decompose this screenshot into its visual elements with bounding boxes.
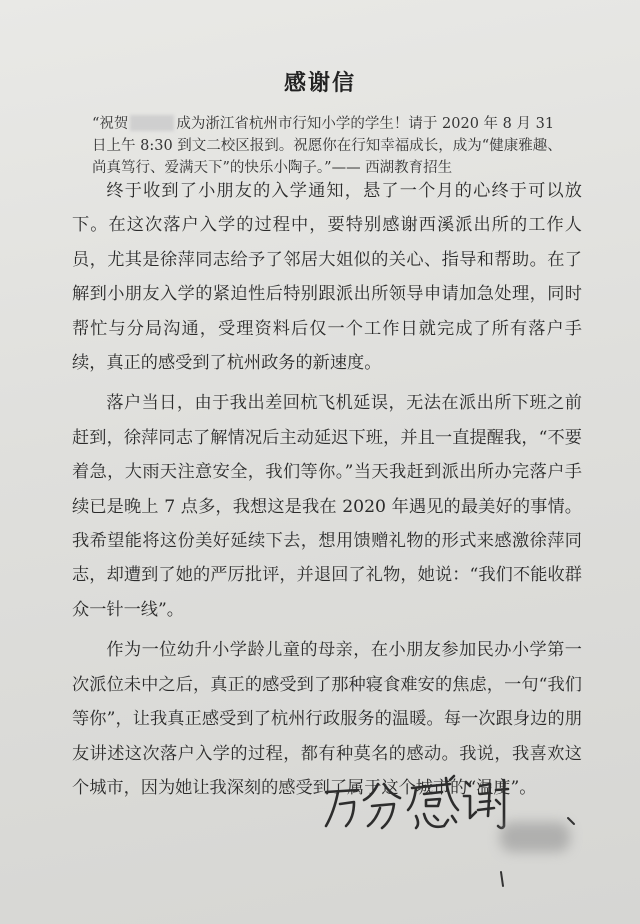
paragraph-2: 落户当日，由于我出差回杭飞机延误，无法在派出所下班之前赶到，徐萍同志了解情况后主动延迟下班，并且一直提醒我，“不要着急，大雨天注意安全，我们等你。”当天我赶到派出所办完落户手续已是晚上 7 点多，我想这是我在 2020 年遇见的最美好的事情。我希望能将这份美好延续下去，想用馈赠礼物的形式来感激徐萍同志，却遭到了她的严厉批评，并退回了礼物，她说：“我们不能收群众一针一线”。 bbox=[72, 393, 582, 620]
letter-title: 感谢信 bbox=[283, 70, 356, 96]
quote-text: 成为浙江省杭州市行知小学的学生！请于 2020 年 8 月 31 日上午 8:30 到文二校区报到。祝愿你在行知幸福成长，成为“健康雅趣、尚真笃行、爱满天下”的快乐小陶子。”—— 西湖教育招生 bbox=[92, 116, 562, 176]
redacted-name bbox=[130, 115, 174, 131]
paragraph-1: 终于收到了小朋友的入学通知，悬了一个月的心终于可以放下。在这次落户入学的过程中，要特别感谢西溪派出所的工作人员，尤其是徐萍同志给予了邻居大姐似的关心、指导和帮助。在了解到小朋友入学的紧迫性后特别跟派出所领导申请加急处理，同时帮忙与分局沟通，受理资料后仅一个工作日就完成了所有落户手续，真正的感受到了杭州政务的新速度。 bbox=[72, 181, 582, 374]
handwritten-signature bbox=[320, 770, 510, 840]
redacted-signature-name bbox=[500, 822, 570, 852]
letter-body bbox=[72, 174, 582, 805]
paragraph-3: 作为一位幼升小学龄儿童的母亲，在小朋友参加民办小学第一次派位未中之后，真正的感受到了那种寝食难安的焦虑，一句“我们等你”，让我真正感受到了杭州行政服务的温暖。每一次跟身边的朋友讲述这次落户入学的过程，都有种莫名的感动。我说，我喜欢这个城市，因为她让我深刻的感受到了属于这个城市的“温度”。 bbox=[72, 640, 582, 798]
admission-quote bbox=[92, 113, 564, 179]
quote-prefix: “祝贺 bbox=[92, 116, 129, 132]
